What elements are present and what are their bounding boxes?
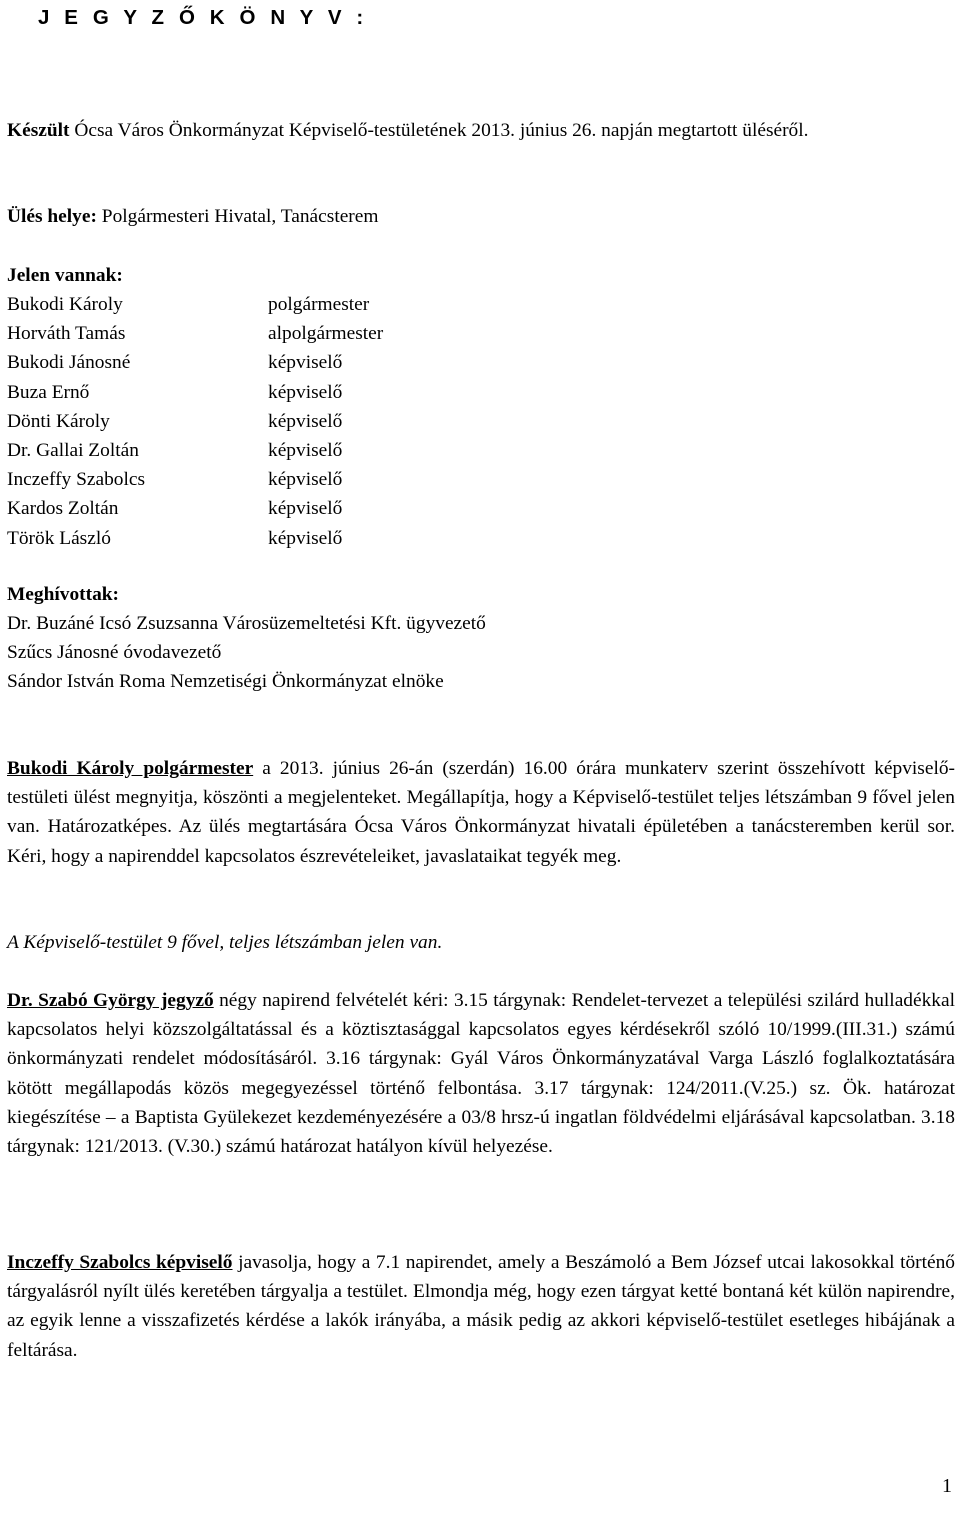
attendee-role: alpolgármester	[268, 323, 384, 345]
attendee-row	[7, 524, 527, 553]
attendee-role: képviselő	[268, 381, 343, 403]
invited-list	[7, 609, 955, 697]
attendee-list	[7, 290, 527, 553]
invited-label: Meghívottak:	[7, 584, 120, 605]
attendee-name: Inczeffy Szabolcs	[7, 469, 146, 491]
location-value: Polgármesteri Hivatal, Tanácsterem	[101, 206, 379, 227]
invited-item: Sándor István Roma Nemzetiségi Önkormányzat elnöke	[7, 671, 444, 693]
attendee-row	[7, 348, 527, 377]
meeting-location	[7, 202, 955, 231]
quorum-note: A Képviselő-testület 9 fővel, teljes létszámban jelen van.	[7, 932, 443, 953]
intro-paragraph	[7, 116, 955, 145]
attendee-row	[7, 407, 527, 436]
speaker-name: Dr. Szabó György jegyző	[7, 990, 214, 1011]
attendee-row	[7, 290, 527, 319]
invited-item: Szűcs Jánosné óvodavezető	[7, 642, 222, 664]
attendee-name: Horváth Tamás	[7, 323, 126, 345]
present-label: Jelen vannak:	[7, 265, 123, 286]
attendee-row	[7, 436, 527, 465]
attendee-role: polgármester	[268, 294, 370, 315]
agenda-paragraph	[7, 986, 955, 1161]
attendee-role: képviselő	[268, 498, 343, 520]
attendee-row	[7, 378, 527, 407]
attendee-name: Buza Ernő	[7, 381, 90, 403]
attendee-row	[7, 494, 527, 523]
attendee-role: képviselő	[268, 469, 343, 491]
attendee-name: Kardos Zoltán	[7, 498, 119, 520]
attendee-name: Dönti Károly	[7, 410, 110, 432]
proposal-paragraph	[7, 1248, 955, 1365]
intro-lead: Készült	[7, 120, 70, 141]
document-title: J E G Y Z Ő K Ö N Y V :	[38, 6, 368, 29]
speaker-name: Bukodi Károly polgármester	[7, 758, 254, 779]
attendee-name: Török László	[7, 527, 111, 549]
attendee-role: képviselő	[268, 439, 343, 461]
location-label: Ülés helye:	[7, 206, 97, 227]
attendee-name: Dr. Gallai Zoltán	[7, 439, 139, 461]
attendee-row	[7, 319, 527, 348]
paragraph-text: a 2013. június 26-án (szerdán) 16.00 órára munkaterv szerint összehívott képviselő-testületi ülést megnyitja, köszönti a megjelenteket. Megállapítja, hogy a Képviselő-testület teljes létszámban 9 fővel jelen van. Határozatképes. Az ülés megtartására Ócsa Város Önkormányzat hivatali épületében a tanácsteremben kerül sor. Kéri, hogy a napirenddel kapcsolatos észrevételeiket, javaslataikat tegyék meg.	[7, 758, 955, 867]
paragraph-text: négy napirend felvételét kéri: 3.15 tárgynak: Rendelet-tervezet a települési szilárd hulladékkal kapcsolatos helyi közszolgáltatással és a köztisztasággal kapcsolatos egyes kérdésekről szóló 10/1999.(III.31.) számú önkormányzati rendelet módosításáról. 3.16 tárgynak: Gyál Város Önkormányzatával Varga László foglalkoztatására kötött megállapodás közös megegyezéssel történő felbontása. 3.17 tárgynak: 124/2011.(V.25.) sz. Ök. határozat kiegészítése – a Baptista Gyülekezet kezdeményezésére a 03/8 hrsz-ú ingatlan földvédelmi eljárásával kapcsolatban. 3.18 tárgynak: 121/2013. (V.30.) számú határozat hatályon kívül helyezése.	[7, 990, 955, 1158]
attendee-role: képviselő	[268, 410, 343, 432]
opening-paragraph	[7, 754, 955, 871]
attendee-name: Bukodi Károly	[7, 294, 123, 315]
page-number: 1	[942, 1475, 952, 1497]
attendee-role: képviselő	[268, 527, 343, 549]
paragraph-text: javasolja, hogy a 7.1 napirendet, amely a Beszámoló a Bem József utcai lakosokkal történő tárgyalásról nyílt ülés keretében tárgyalja a testület. Elmondja még, hogy ezen tárgyat ketté bontaná két külön napirendre, az egyik lenne a visszafizetés kérdése a lakók irányába, a másik pedig az akkori képviselő-testület esetleges hibájának a feltárása.	[7, 1252, 955, 1361]
attendee-name: Bukodi Jánosné	[7, 352, 131, 374]
attendee-role: képviselő	[268, 352, 343, 374]
invited-item: Dr. Buzáné Icsó Zsuzsanna Városüzemeltetési Kft. ügyvezető	[7, 613, 486, 634]
attendee-row	[7, 465, 527, 494]
intro-text: Ócsa Város Önkormányzat Képviselő-testületének 2013. június 26. napján megtartott üléséről.	[74, 120, 809, 141]
speaker-name: Inczeffy Szabolcs képviselő	[7, 1252, 233, 1273]
